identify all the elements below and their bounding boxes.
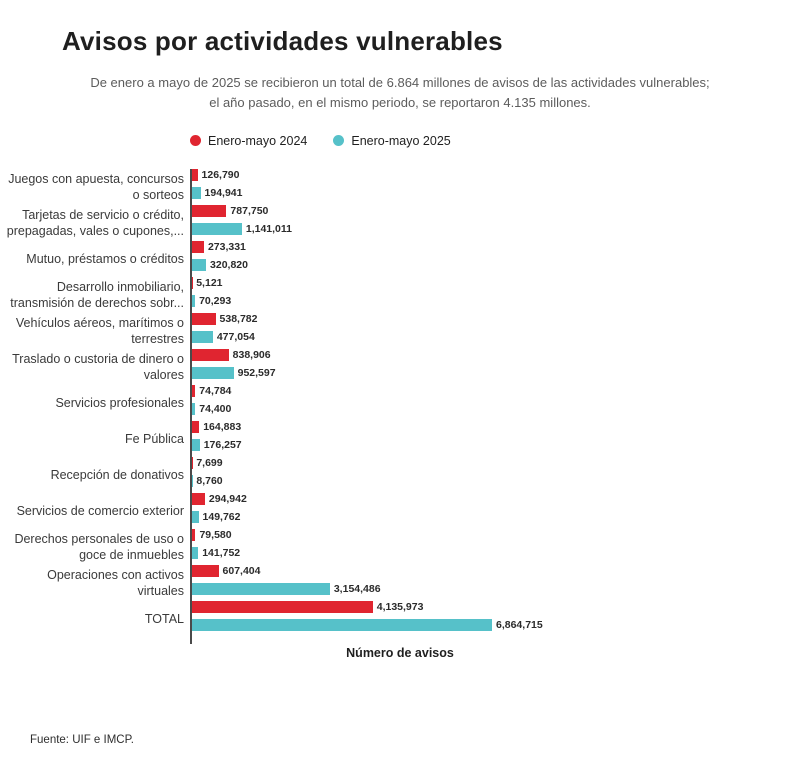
bar-line <box>192 529 800 547</box>
bar <box>192 223 242 235</box>
bar-line <box>192 331 800 349</box>
bar-value-label: 1,141,011 <box>246 223 292 235</box>
bar-value-label: 607,404 <box>223 565 261 577</box>
x-axis-label: Número de avisos <box>0 646 800 660</box>
bars-group <box>190 349 800 385</box>
bars-group <box>190 241 800 277</box>
category-label: Servicios profesionales <box>0 385 190 421</box>
bar-value-label: 952,597 <box>238 367 276 379</box>
bar-value-label: 74,784 <box>199 385 231 397</box>
chart-row <box>0 277 800 313</box>
legend-dot-2024-icon <box>190 135 201 146</box>
legend-label-2024: Enero-mayo 2024 <box>208 134 307 148</box>
bar-line <box>192 565 800 583</box>
bar-line <box>192 241 800 259</box>
bars-group <box>190 493 800 529</box>
bar-line <box>192 619 800 637</box>
bars-group <box>190 205 800 241</box>
bar <box>192 295 195 307</box>
bar-line <box>192 223 800 241</box>
axis-line <box>190 637 800 644</box>
chart-row <box>0 313 800 349</box>
bar-value-label: 126,790 <box>202 169 240 181</box>
bar-value-label: 477,054 <box>217 331 255 343</box>
bars-group <box>190 169 800 205</box>
bar <box>192 547 198 559</box>
chart-row <box>0 565 800 601</box>
bar-line <box>192 457 800 475</box>
category-label: Derechos personales de uso o goce de inmuebles <box>0 529 190 565</box>
category-label: TOTAL <box>0 601 190 637</box>
bars-group <box>190 313 800 349</box>
bar <box>192 187 201 199</box>
category-label: Recepción de donativos <box>0 457 190 493</box>
bar-line <box>192 187 800 205</box>
chart-row <box>0 169 800 205</box>
bar-line <box>192 259 800 277</box>
bar-line <box>192 349 800 367</box>
bar-value-label: 70,293 <box>199 295 231 307</box>
bar <box>192 583 330 595</box>
bar-line <box>192 169 800 187</box>
bar-value-label: 141,752 <box>202 547 240 559</box>
chart-row <box>0 421 800 457</box>
bar <box>192 313 216 325</box>
chart-row <box>0 601 800 637</box>
bar <box>192 241 204 253</box>
category-label: Mutuo, préstamos o créditos <box>0 241 190 277</box>
bar <box>192 331 213 343</box>
bar-line <box>192 547 800 565</box>
category-label: Servicios de comercio exterior <box>0 493 190 529</box>
bar <box>192 601 373 613</box>
chart-row <box>0 457 800 493</box>
bar-value-label: 176,257 <box>204 439 242 451</box>
category-label: Traslado o custoria de dinero o valores <box>0 349 190 385</box>
category-label: Operaciones con activos virtuales <box>0 565 190 601</box>
chart-subtitle: De enero a mayo de 2025 se recibieron un total de 6.864 millones de avisos de las actividades vulnerables; el año pasado, en el mismo periodo, se reportaron 4.135 millones. <box>88 73 713 113</box>
bar <box>192 619 492 631</box>
bar-value-label: 74,400 <box>199 403 231 415</box>
bar-line <box>192 385 800 403</box>
bar-line <box>192 601 800 619</box>
chart-legend <box>190 133 800 148</box>
bar-value-label: 6,864,715 <box>496 619 543 631</box>
bar-value-label: 164,883 <box>203 421 241 433</box>
bar <box>192 421 199 433</box>
category-label: Fe Pública <box>0 421 190 457</box>
bar-value-label: 194,941 <box>205 187 243 199</box>
bar-value-label: 320,820 <box>210 259 248 271</box>
bar-value-label: 5,121 <box>196 277 222 289</box>
category-label: Juegos con apuesta, concursos o sorteos <box>0 169 190 205</box>
bar <box>192 385 195 397</box>
bar-line <box>192 313 800 331</box>
chart-row <box>0 205 800 241</box>
bar-line <box>192 403 800 421</box>
bar <box>192 565 219 577</box>
bar <box>192 511 199 523</box>
spacer <box>0 637 190 644</box>
bars-group <box>190 385 800 421</box>
chart-row <box>0 385 800 421</box>
bars-group <box>190 529 800 565</box>
bars-group <box>190 277 800 313</box>
chart-row <box>0 241 800 277</box>
legend-item-2024 <box>190 134 307 148</box>
bar-value-label: 149,762 <box>203 511 241 523</box>
bars-group <box>190 565 800 601</box>
bar-line <box>192 475 800 493</box>
bar-line <box>192 439 800 457</box>
bar-line <box>192 493 800 511</box>
bar-value-label: 538,782 <box>220 313 258 325</box>
bar-value-label: 7,699 <box>196 457 222 469</box>
source-note: Fuente: UIF e IMCP. <box>30 734 134 746</box>
bar-value-label: 79,580 <box>199 529 231 541</box>
bar-value-label: 3,154,486 <box>334 583 381 595</box>
category-label: Tarjetas de servicio o crédito, prepagadas, vales o cupones,... <box>0 205 190 241</box>
page-title: Avisos por actividades vulnerables <box>62 26 800 57</box>
bar-chart <box>0 169 800 644</box>
bar <box>192 439 200 451</box>
bar-line <box>192 583 800 601</box>
chart-row <box>0 349 800 385</box>
chart-row <box>0 493 800 529</box>
bar <box>192 529 195 541</box>
bar-value-label: 294,942 <box>209 493 247 505</box>
legend-item-2025 <box>333 134 450 148</box>
bar-line <box>192 367 800 385</box>
category-label: Vehículos aéreos, marítimos o terrestres <box>0 313 190 349</box>
bar <box>192 403 195 415</box>
bar-line <box>192 277 800 295</box>
axis-tail <box>0 637 800 644</box>
bar-value-label: 8,760 <box>196 475 222 487</box>
bar <box>192 493 205 505</box>
bar-line <box>192 295 800 313</box>
bars-group <box>190 601 800 637</box>
bar <box>192 205 226 217</box>
bar-line <box>192 511 800 529</box>
bars-group <box>190 421 800 457</box>
legend-label-2025: Enero-mayo 2025 <box>351 134 450 148</box>
chart-row <box>0 529 800 565</box>
bar-line <box>192 421 800 439</box>
bar-line <box>192 205 800 223</box>
legend-dot-2025-icon <box>333 135 344 146</box>
bar <box>192 259 206 271</box>
bars-group <box>190 457 800 493</box>
bar-value-label: 273,331 <box>208 241 246 253</box>
bar-value-label: 787,750 <box>230 205 268 217</box>
bar <box>192 169 198 181</box>
bar <box>192 367 234 379</box>
bar-value-label: 838,906 <box>233 349 271 361</box>
category-label: Desarrollo inmobiliario, transmisión de derechos sobr... <box>0 277 190 313</box>
bar-value-label: 4,135,973 <box>377 601 424 613</box>
bar <box>192 349 229 361</box>
